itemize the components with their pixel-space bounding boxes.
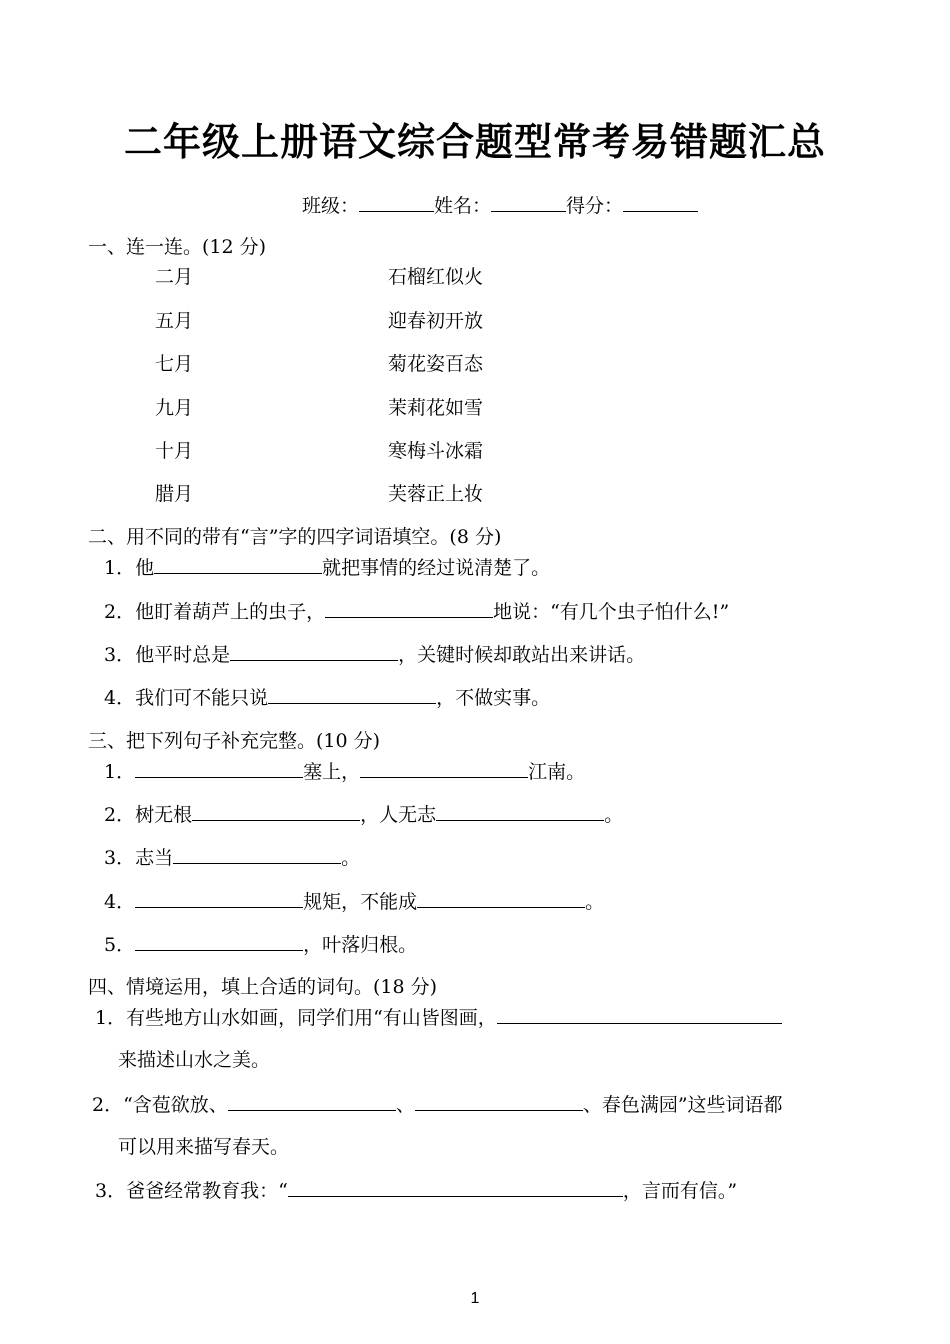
question-text: ，叶落归根。 [303, 934, 418, 956]
answer-blank [497, 1005, 782, 1024]
question-text: 。 [585, 891, 605, 913]
flower-item: 茉莉花如雪 [388, 397, 484, 419]
s3-question-3 [104, 845, 360, 870]
s3-question-5 [104, 932, 417, 957]
flower-item: 迎春初开放 [388, 310, 484, 332]
s4-question-2 [92, 1092, 783, 1117]
question-text: 2．树无根 [104, 804, 193, 826]
s4-question-3 [95, 1178, 737, 1203]
flower-item: 石榴红似火 [388, 266, 484, 288]
section-2-heading: 二、用不同的带有“言”字的四字词语填空。(8 分) [88, 526, 502, 548]
month-item: 十月 [155, 440, 194, 462]
answer-blank [325, 599, 493, 618]
s4-question-2-cont: 可以用来描写春天。 [118, 1136, 290, 1158]
question-text: 、 [395, 1094, 415, 1116]
section-3-heading: 三、把下列句子补充完整。(10 分) [88, 730, 381, 752]
section-1-heading: 一、连一连。(12 分) [88, 236, 267, 258]
question-text: 3．他平时总是 [104, 644, 231, 666]
s2-question-3 [104, 642, 645, 667]
answer-blank [268, 685, 436, 704]
question-text: ，关键时候却敢站出来讲话。 [398, 644, 646, 666]
question-text: 2．他盯着葫芦上的虫子， [104, 601, 326, 623]
question-text: 5． [104, 934, 136, 956]
question-text: 2．“含苞欲放、 [92, 1094, 228, 1116]
month-item: 五月 [155, 310, 194, 332]
question-text: 、春色满园”这些词语都 [582, 1094, 783, 1116]
question-text: 江南。 [528, 761, 586, 783]
page-title: 二年级上册语文综合题型常考易错题汇总 [123, 120, 826, 164]
name-label: 姓名： [434, 195, 492, 217]
question-text: 4．我们可不能只说 [104, 687, 269, 709]
question-text: 就把事情的经过说清楚了。 [322, 557, 551, 579]
question-text: 3．爸爸经常教育我：“ [95, 1180, 288, 1202]
s3-question-4 [104, 889, 604, 914]
question-text: 4． [104, 891, 136, 913]
question-text: 1．有些地方山水如画，同学们用“有山皆图画， [95, 1007, 497, 1029]
answer-blank [135, 889, 303, 908]
answer-blank [192, 802, 360, 821]
month-item: 腊月 [155, 483, 194, 505]
answer-blank [173, 845, 341, 864]
month-item: 二月 [155, 266, 194, 288]
question-text: 地说：“有几个虫子怕什么!” [493, 601, 730, 623]
s2-question-4 [104, 685, 550, 710]
answer-blank [135, 932, 303, 951]
question-text: ，人无志 [360, 804, 437, 826]
question-text: 3．志当 [104, 847, 174, 869]
flower-item: 菊花姿百态 [388, 353, 484, 375]
answer-blank [230, 642, 398, 661]
question-text: 1． [104, 761, 136, 783]
question-text: 规矩，不能成 [303, 891, 418, 913]
s2-question-1 [104, 555, 550, 580]
flower-item: 寒梅斗冰霜 [388, 440, 484, 462]
answer-blank [415, 1092, 583, 1111]
s4-question-1 [95, 1005, 782, 1030]
question-text: 。 [341, 847, 361, 869]
question-text: 。 [604, 804, 624, 826]
answer-blank [228, 1092, 396, 1111]
class-blank [359, 193, 434, 212]
answer-blank [436, 802, 604, 821]
question-text: ，言而有信。” [622, 1180, 738, 1202]
s3-question-2 [104, 802, 623, 827]
month-item: 九月 [155, 397, 194, 419]
question-text: ，不做实事。 [436, 687, 551, 709]
name-blank [491, 193, 566, 212]
answer-blank [360, 759, 528, 778]
class-label: 班级： [302, 195, 360, 217]
month-item: 七月 [155, 353, 194, 375]
section-4-heading: 四、情境运用，填上合适的词句。(18 分) [88, 976, 438, 998]
score-blank [623, 193, 698, 212]
answer-blank [154, 555, 322, 574]
flower-item: 芙蓉正上妆 [388, 483, 484, 505]
question-text: 塞上， [303, 761, 361, 783]
score-label: 得分： [566, 195, 624, 217]
answer-blank [417, 889, 585, 908]
answer-blank [288, 1178, 623, 1197]
s2-question-2 [104, 599, 729, 624]
s4-question-1-cont: 来描述山水之美。 [118, 1049, 271, 1071]
question-text: 1．他 [104, 557, 155, 579]
s3-question-1 [104, 759, 585, 784]
answer-blank [135, 759, 303, 778]
student-info-line [302, 193, 698, 218]
page-number: 1 [470, 1290, 480, 1307]
